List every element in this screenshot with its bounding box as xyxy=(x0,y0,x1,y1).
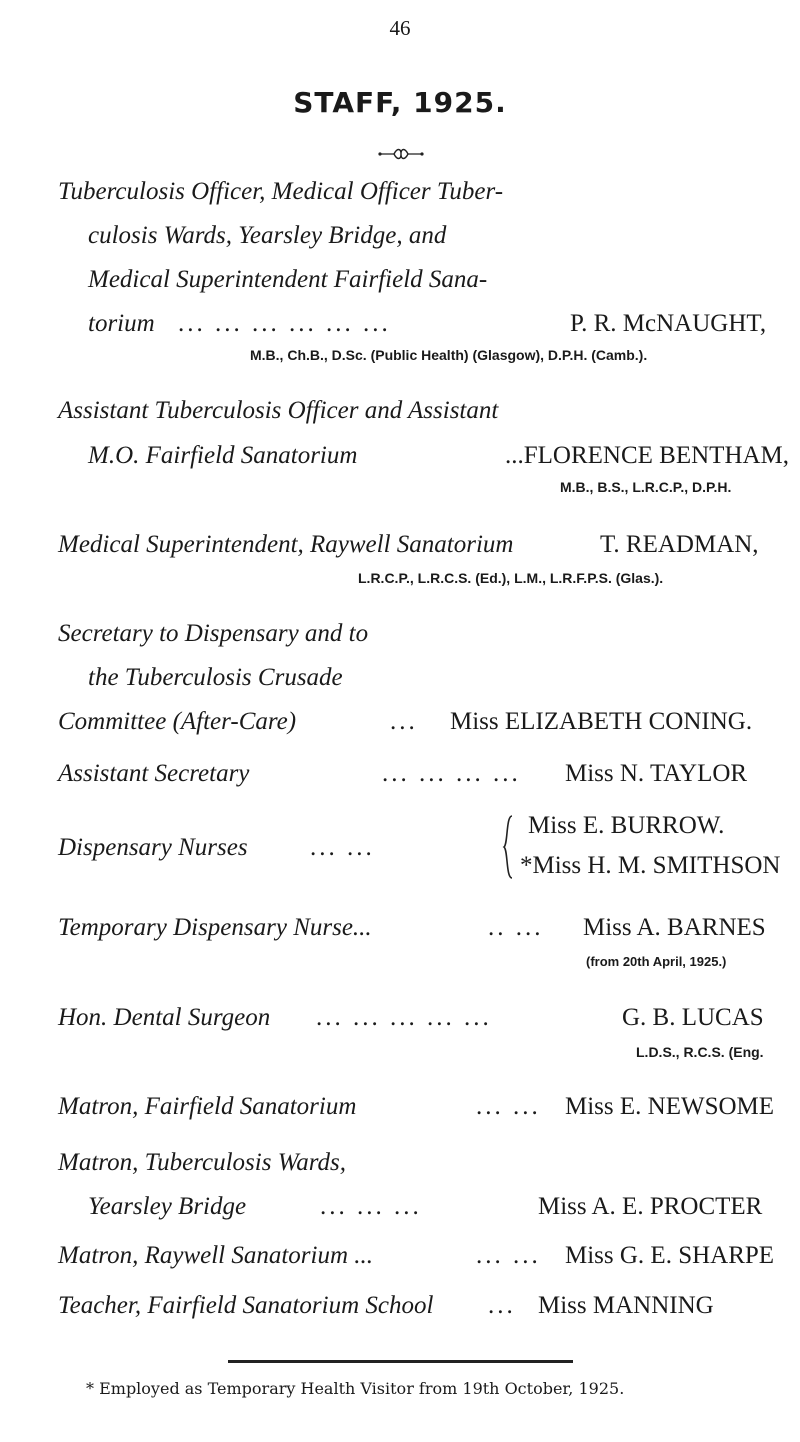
matron-tb-wards-name: Miss A. E. PROCTER xyxy=(538,1193,763,1220)
asst-tb-officer-role-line2: M.O. Fairfield Sanatorium xyxy=(88,442,358,469)
tb-officer-role-line4: torium xyxy=(88,310,155,337)
temp-nurse-name: Miss A. BARNES xyxy=(583,914,766,941)
footnote: * Employed as Temporary Health Visitor from 19th October, 1925. xyxy=(86,1379,625,1398)
dispensary-nurses-role: Dispensary Nurses xyxy=(58,834,248,861)
matron-fairfield-role: Matron, Fairfield Sanatorium xyxy=(58,1093,357,1120)
asst-secretary-role: Assistant Secretary xyxy=(58,760,250,787)
raywell-super-qualifications: L.R.C.P., L.R.C.S. (Ed.), L.M., L.R.F.P.S. (Glas.). xyxy=(358,570,664,586)
dental-surgeon-name: G. B. LUCAS xyxy=(622,1004,764,1031)
temp-nurse-role: Temporary Dispensary Nurse... xyxy=(58,914,372,941)
secretary-leader: ... xyxy=(390,708,418,735)
tb-officer-qualifications: M.B., Ch.B., D.Sc. (Public Health) (Glasgow), D.P.H. (Camb.). xyxy=(250,347,648,363)
matron-raywell-role: Matron, Raywell Sanatorium ... xyxy=(58,1242,374,1269)
tb-officer-name: P. R. McNAUGHT, xyxy=(570,310,767,337)
dispensary-nurse-name-1: Miss E. BURROW. xyxy=(528,812,725,839)
matron-tb-wards-role-line1: Matron, Tuberculosis Wards, xyxy=(58,1149,347,1176)
raywell-super-name: T. READMAN, xyxy=(600,531,759,558)
dental-surgeon-role: Hon. Dental Surgeon xyxy=(58,1004,271,1031)
matron-fairfield-leader: ... ... xyxy=(476,1093,541,1120)
secretary-role-line1: Secretary to Dispensary and to xyxy=(58,620,369,647)
secretary-role-line3: Committee (After-Care) xyxy=(58,708,297,735)
asst-tb-officer-role-line1: Assistant Tuberculosis Officer and Assistant xyxy=(58,397,499,424)
teacher-role: Teacher, Fairfield Sanatorium School xyxy=(58,1292,434,1319)
tb-officer-leader: ... ... ... ... ... ... xyxy=(178,310,391,337)
page-number: 46 xyxy=(389,16,411,40)
dispensary-nurses-leader: ... ... xyxy=(310,834,375,861)
tb-officer-role-line2: culosis Wards, Yearsley Bridge, and xyxy=(88,222,447,249)
asst-tb-officer-qualifications: M.B., B.S., L.R.C.P., D.P.H. xyxy=(560,479,732,495)
asst-secretary-name: Miss N. TAYLOR xyxy=(565,760,748,787)
flourish-icon xyxy=(378,146,424,167)
matron-raywell-name: Miss G. E. SHARPE xyxy=(565,1242,775,1269)
teacher-leader: ... xyxy=(488,1292,516,1319)
raywell-super-role: Medical Superintendent, Raywell Sanatorium xyxy=(58,531,514,558)
secretary-role-line2: the Tuberculosis Crusade xyxy=(88,664,343,691)
dispensary-nurse-name-2: *Miss H. M. SMITHSON xyxy=(520,852,781,879)
dental-surgeon-leader: ... ... ... ... ... xyxy=(316,1004,492,1031)
footnote-divider xyxy=(228,1360,573,1363)
asst-tb-officer-name: ...FLORENCE BENTHAM, xyxy=(505,442,790,469)
tb-officer-role-line3: Medical Superintendent Fairfield Sana- xyxy=(88,266,488,293)
matron-raywell-leader: ... ... xyxy=(476,1242,541,1269)
page-title: STAFF, 1925. xyxy=(293,86,507,119)
brace-icon xyxy=(502,814,514,886)
teacher-name: Miss MANNING xyxy=(538,1292,714,1319)
matron-tb-wards-leader: ... ... ... xyxy=(320,1193,422,1220)
secretary-name: Miss ELIZABETH CONING. xyxy=(450,708,753,735)
temp-nurse-leader: .. ... xyxy=(488,914,544,941)
matron-tb-wards-role-line2: Yearsley Bridge xyxy=(88,1193,247,1220)
matron-fairfield-name: Miss E. NEWSOME xyxy=(565,1093,775,1120)
temp-nurse-note: (from 20th April, 1925.) xyxy=(586,954,727,969)
asst-secretary-leader: ... ... ... ... xyxy=(382,760,521,787)
dental-surgeon-qualifications: L.D.S., R.C.S. (Eng. xyxy=(636,1044,764,1060)
tb-officer-role-line1: Tuberculosis Officer, Medical Officer Tuber- xyxy=(58,178,504,205)
